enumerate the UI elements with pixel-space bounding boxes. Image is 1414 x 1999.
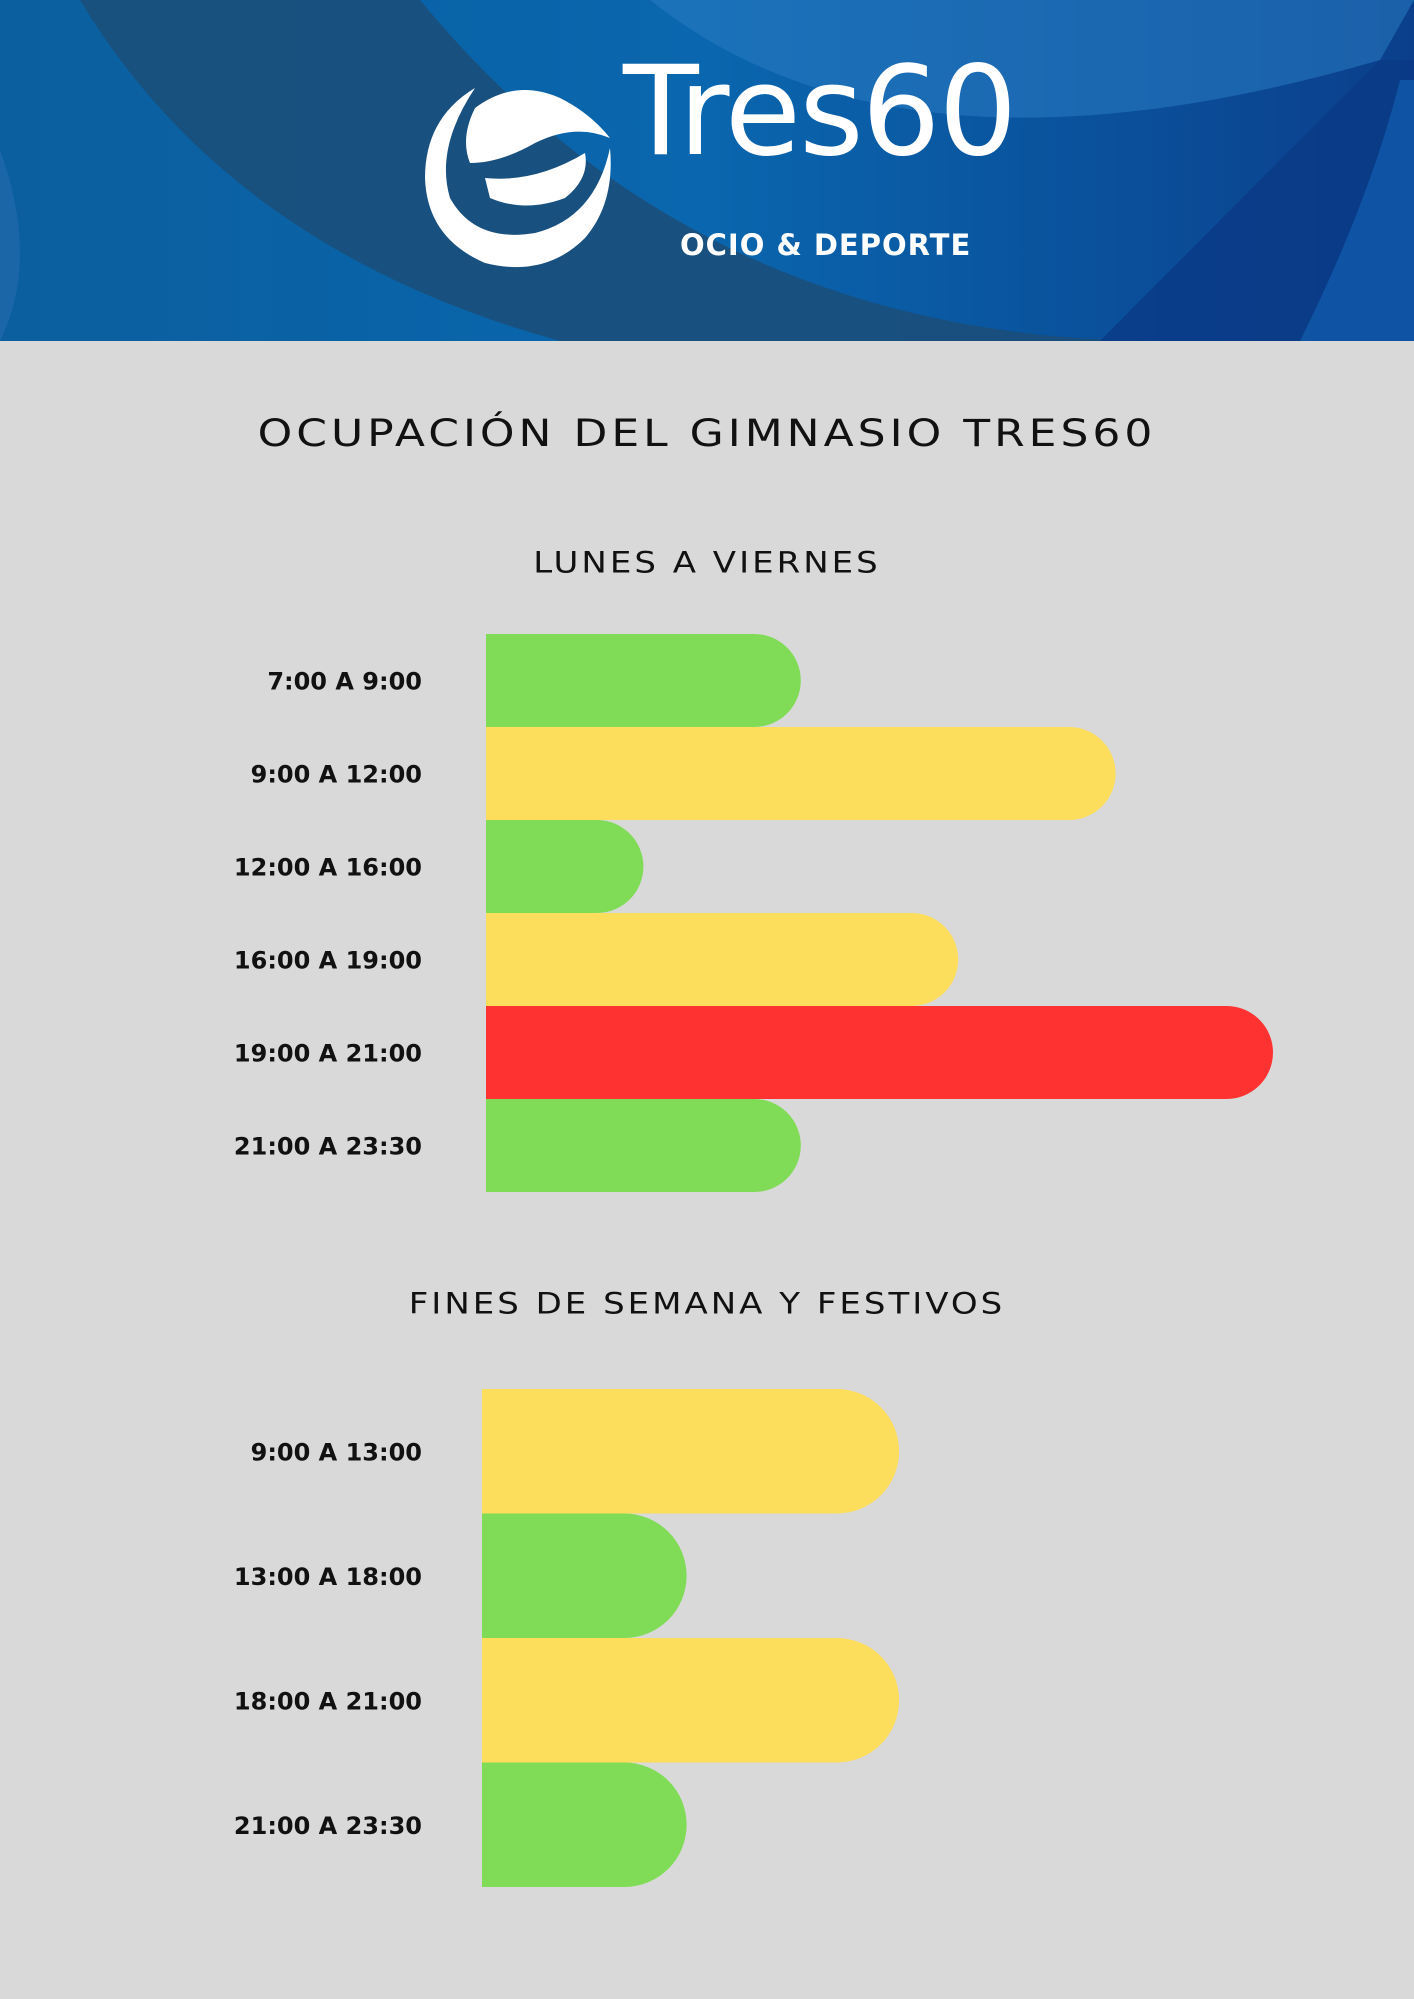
bar-16-00-19-00: [486, 913, 958, 1006]
weekday-chart-title: LUNES A VIERNES: [533, 546, 881, 580]
bar-18-00-21-00: [482, 1638, 899, 1763]
logo-mark-icon: [415, 68, 620, 273]
brand-name: Tres60: [623, 40, 1016, 184]
bar-21-00-23-30: [482, 1763, 687, 1888]
tick-label: 7:00 A 9:00: [267, 667, 422, 696]
tick-label: 16:00 A 19:00: [233, 946, 422, 975]
page-title: OCUPACIÓN DEL GIMNASIO TRES60: [257, 411, 1157, 456]
bar-7-00-9-00: [486, 634, 801, 727]
bar-13-00-18-00: [482, 1514, 687, 1639]
bar-9-00-12-00: [486, 727, 1116, 820]
bar-9-00-13-00: [482, 1389, 899, 1514]
tick-label: 19:00 A 21:00: [233, 1039, 422, 1068]
weekend-occupancy-chart: [0, 1385, 1414, 1895]
weekday-occupancy-chart: [0, 630, 1414, 1200]
brand-tagline: OCIO & DEPORTE: [680, 228, 972, 262]
bar-19-00-21-00: [486, 1006, 1273, 1099]
tick-label: 21:00 A 23:30: [233, 1132, 422, 1161]
brand-logo: [415, 40, 1016, 278]
tick-label: 13:00 A 18:00: [233, 1562, 422, 1591]
weekend-chart-title: FINES DE SEMANA Y FESTIVOS: [408, 1287, 1006, 1321]
bar-21-00-23-30: [486, 1099, 801, 1192]
header-banner: [0, 0, 1414, 341]
tick-label: 9:00 A 12:00: [250, 760, 422, 789]
tick-label: 12:00 A 16:00: [233, 853, 422, 882]
tick-label: 21:00 A 23:30: [233, 1811, 422, 1840]
bar-12-00-16-00: [486, 820, 643, 913]
tick-label: 9:00 A 13:00: [250, 1438, 422, 1467]
tick-label: 18:00 A 21:00: [233, 1687, 422, 1716]
